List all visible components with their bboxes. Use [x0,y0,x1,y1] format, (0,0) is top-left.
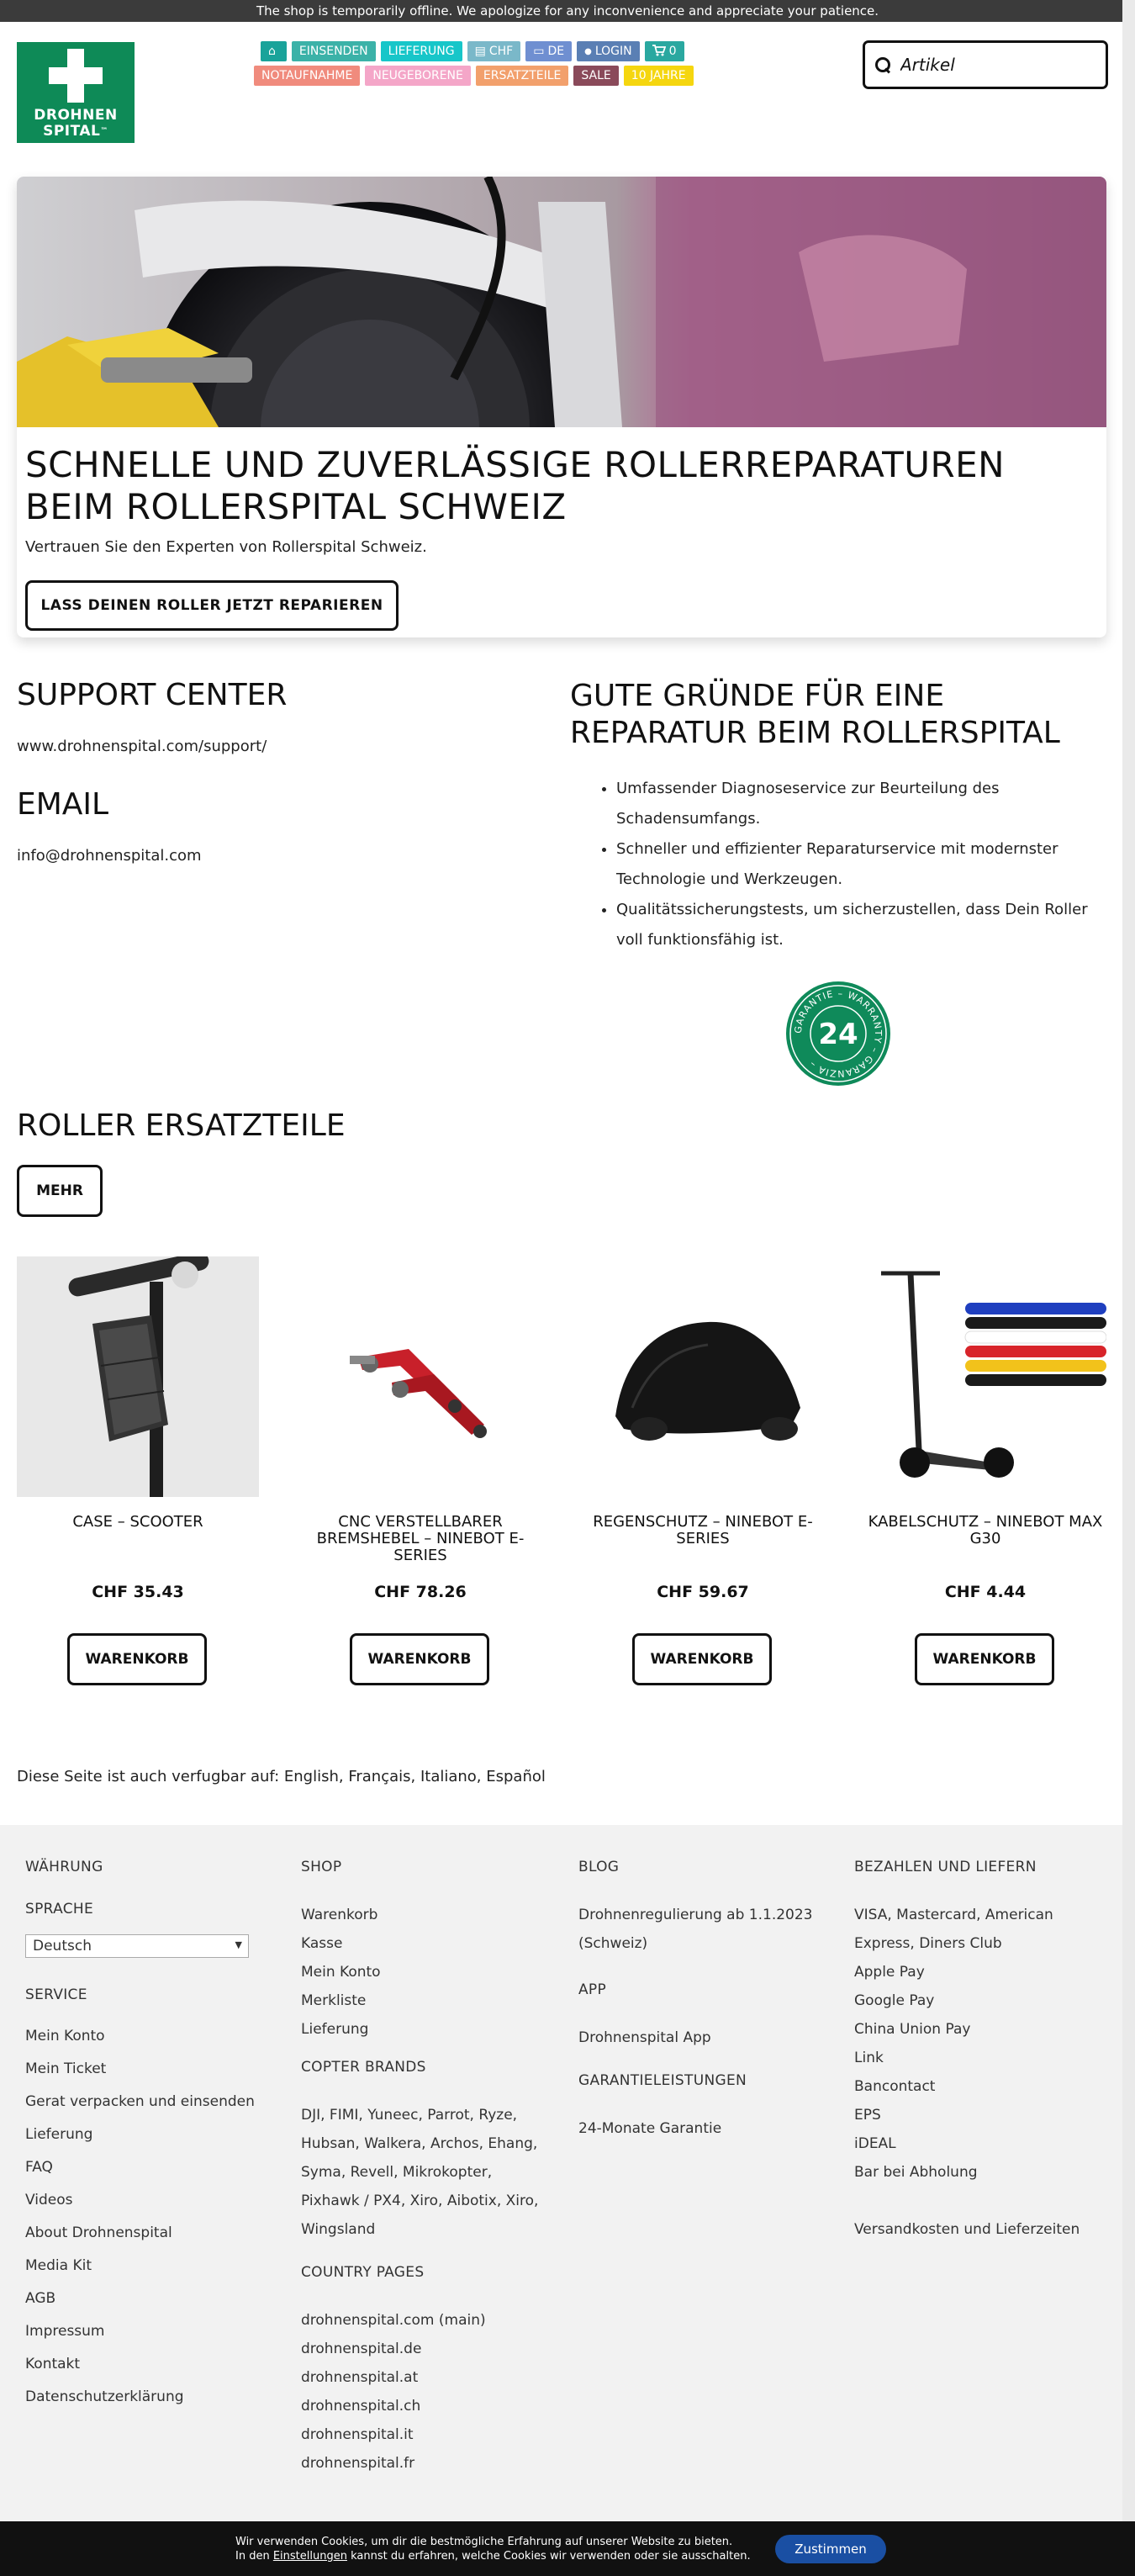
footer-link[interactable]: FAQ [25,2159,53,2176]
product-title[interactable]: REGENSCHUTZ – NINEBOT E-SERIES [593,1513,813,1547]
footer-link[interactable]: AGB [25,2290,56,2307]
footer-link[interactable]: Videos [25,2192,73,2208]
add-to-cart-button[interactable]: WARENKORB [915,1633,1054,1685]
footer-link[interactable]: Drohnenregulierung ab 1.1.2023 [578,1907,813,1923]
search-input[interactable] [900,55,1085,75]
footer-text: China Union Pay [854,2021,971,2038]
nav-einsenden-button[interactable]: EINSENDEN [292,41,376,61]
nav-neugeborene-button[interactable]: NEUGEBORENE [365,66,471,86]
footer-link[interactable]: Drohnenspital App [578,2029,711,2046]
footer-text: Syma, Revell, Mikrokopter, [301,2164,493,2181]
hero-image-scooter-repair [17,177,1106,427]
footer-text: Hubsan, Walkera, Archos, Ehang, [301,2135,538,2152]
footer-text: Apple Pay [854,1964,925,1981]
footer-link[interactable]: About Drohnenspital [25,2224,172,2241]
footer-text: Wingsland [301,2221,376,2238]
offline-notice-bar [0,0,1135,22]
repair-reasons-list [616,774,1108,955]
footer-link[interactable]: drohnenspital.de [301,2341,422,2357]
footer-link[interactable]: Gerat verpacken und einsenden [25,2093,255,2110]
footer-language-title: SPRACHE [25,1901,93,1917]
medical-cross-icon [49,49,103,103]
site-header [0,22,1135,156]
footer-link[interactable]: Impressum [25,2323,105,2340]
cart-icon [652,45,666,59]
home-icon: ⌂ [268,45,276,58]
email-title: EMAIL [17,787,109,822]
product-price: CHF 4.44 [944,1583,1027,1601]
list-item: • Qualitätssicherungstests, um sicherzustellen, dass Dein Roller voll funktionsfähig ist. [616,895,1108,955]
footer-link[interactable]: Kontakt [25,2356,81,2372]
repair-reasons-title: GUTE GRÜNDE FÜR EINE REPARATUR BEIM ROLLERSPITAL [570,679,1060,750]
scooter-parts-title: ROLLER ERSATZTEILE [17,1108,346,1143]
footer-warranty-links [578,2114,812,2143]
warranty-24-badge [785,981,891,1087]
offline-notice-text: The shop is temporarily offline. We apologize for any inconvenience and appreciate your patience. [256,3,879,19]
nav-home-button[interactable] [261,41,287,61]
footer-app-links [578,2023,812,2052]
page-scrollbar[interactable] [1122,0,1135,2576]
footer-link[interactable]: Kasse [301,1935,343,1952]
search-icon[interactable] [875,57,890,72]
nav-ersatzteile-button[interactable]: ERSATZTEILE [476,66,569,86]
available-languages-text: Diese Seite ist auch verfugbar auf: English, Français, Italiano, Español [17,1768,546,1785]
footer-brands-links [301,2101,538,2244]
main-nav-row-1 [261,41,684,61]
product-card [582,1256,824,1694]
list-item: • Schneller und effizienter Reparaturservice mit modernster Technologie und Werkzeugen. [616,834,1108,895]
footer-blog-links [578,1901,812,1958]
add-to-cart-button[interactable]: WARENKORB [632,1633,772,1685]
repair-scooter-cta-button[interactable]: LASS DEINEN ROLLER JETZT REPARIEREN [25,580,399,631]
hero-title: SCHNELLE UND ZUVERLÄSSIGE ROLLERREPARATUREN BEIM ROLLERSPITAL SCHWEIZ [25,444,1006,527]
search-box [863,40,1108,89]
cookie-settings-link[interactable]: Einstellungen [272,2550,347,2563]
cookie-banner [0,2521,1135,2576]
repair-reasons-section [570,678,1108,955]
language-select[interactable] [25,1934,249,1958]
nav-sale-button[interactable]: SALE [573,66,618,86]
footer-blog-title: BLOG [578,1859,620,1875]
logo-line-2: SPITAL™ [43,123,108,140]
footer-shop-links [301,1901,538,2044]
add-to-cart-button[interactable]: WARENKORB [350,1633,489,1685]
footer-link[interactable]: 24-Monate Garantie [578,2120,722,2137]
product-card [299,1256,541,1694]
product-image-cable-protector[interactable] [864,1256,1106,1497]
footer-column-4 [854,1859,1080,2244]
footer-country-links [301,2306,538,2478]
warranty-number: 24 [818,1018,858,1051]
footer-text: Google Pay [854,1992,935,2009]
product-title[interactable]: CASE – SCOOTER [72,1513,203,1531]
product-image-rain-cover[interactable] [582,1256,824,1497]
footer-service-links [25,2020,255,2414]
product-price: CHF 35.43 [92,1583,184,1601]
product-title[interactable]: CNC VERSTELLBARER BREMSHEBEL – NINEBOT E-SERIES [316,1513,525,1564]
footer-brands-title: COPTER BRANDS [301,2059,426,2076]
language-select-wrapper [25,1934,249,1958]
product-card [864,1256,1106,1694]
support-center-section [17,678,521,865]
footer-link[interactable]: drohnenspital.at [301,2369,419,2386]
drohnenspital-logo[interactable] [17,42,135,143]
footer-app-title: APP [578,1981,607,1998]
nav-currency-button[interactable]: ▤ CHF [467,41,521,61]
footer-link[interactable]: (Schweiz) [578,1935,648,1952]
product-image-brake-lever[interactable] [299,1256,541,1497]
nav-language-button[interactable]: ▭ DE [525,41,572,61]
footer-payment-title: BEZAHLEN UND LIEFERN [854,1859,1037,1875]
footer-column-3 [578,1859,812,2143]
product-price: CHF 59.67 [657,1583,749,1601]
product-price: CHF 78.26 [374,1583,467,1601]
add-to-cart-button[interactable]: WARENKORB [67,1633,207,1685]
footer-warranty-title: GARANTIELEISTUNGEN [578,2072,747,2089]
cookie-text: Wir verwenden Cookies, um dir die bestmögliche Erfahrung auf unserer Website zu bieten. In den Einstellungen kannst du erfahren, welche Cookies wir verwenden oder sie ausschalten. [235,2536,751,2563]
main-nav-row-2 [254,66,694,86]
more-button[interactable]: MEHR [17,1165,103,1217]
footer-text: EPS [854,2107,881,2124]
hero-subtitle: Vertrauen Sie den Experten von Rollerspital Schweiz. [25,538,427,556]
footer-link[interactable]: Media Kit [25,2257,92,2274]
footer-link[interactable]: drohnenspital.fr [301,2455,415,2472]
footer-text: iDEAL [854,2135,896,2152]
nav-notaufnahme-button[interactable]: NOTAUFNAHME [254,66,360,86]
list-item: • Umfassender Diagnoseservice zur Beurteilung des Schadensumfangs. [616,774,1108,834]
footer-column-1 [25,1859,255,2414]
footer-link[interactable]: Mein Konto [25,2028,105,2044]
language-icon: ▭ [533,45,545,58]
product-card [17,1256,259,1694]
nav-10-jahre-button[interactable]: 10 JAHRE [624,66,694,86]
nav-lieferung-button[interactable]: LIEFERUNG [381,41,462,61]
footer-link[interactable]: Merkliste [301,1992,367,2009]
footer-text: Bar bei Abholung [854,2164,978,2181]
logo-line-1: DROHNEN [34,107,118,124]
product-title[interactable]: KABELSCHUTZ – NINEBOT MAX G30 [868,1513,1103,1547]
footer-link[interactable]: Lieferung [25,2126,93,2143]
nav-login-button[interactable]: ● LOGIN [577,41,640,61]
footer-text: DJI, FIMI, Yuneec, Parrot, Ryze, [301,2107,518,2124]
footer-link[interactable]: Lieferung [301,2021,369,2038]
scooter-parts-section [17,1108,1118,1217]
footer-text: VISA, Mastercard, American [854,1907,1053,1923]
footer-link[interactable]: drohnenspital.it [301,2426,414,2443]
footer-currency-title: WÄHRUNG [25,1859,103,1875]
footer-payment-links [854,1901,1080,2244]
footer-shop-title: SHOP [301,1859,342,1875]
footer-link[interactable]: drohnenspital.ch [301,2398,421,2415]
footer-service-title: SERVICE [25,1986,87,2003]
user-icon: ● [584,46,592,56]
hero-card [17,177,1106,637]
warranty-ring-text: GARANTIE – WARRANTY – GARANZIA – [792,987,884,1080]
site-footer [0,1825,1122,2523]
footer-link[interactable]: Warenkorb [301,1907,378,1923]
nav-cart-button[interactable]: 0 [645,41,684,61]
footer-link[interactable]: Mein Konto [301,1964,381,1981]
footer-link[interactable]: Mein Ticket [25,2060,107,2077]
money-icon: ▤ [474,45,486,58]
footer-link[interactable]: drohnenspital.com (main) [301,2312,486,2329]
support-center-title: SUPPORT CENTER [17,678,288,712]
footer-text: Bancontact [854,2078,936,2095]
cookie-accept-button[interactable]: Zustimmen [775,2535,886,2563]
footer-text: Link [854,2050,884,2066]
footer-text: Express, Diners Club [854,1935,1002,1952]
footer-column-2 [301,1859,538,2478]
support-url-link[interactable]: www.drohnenspital.com/support/ [17,738,267,755]
footer-link[interactable]: Datenschutzerklärung [25,2388,184,2405]
support-email-link[interactable]: info@drohnenspital.com [17,847,202,865]
footer-text: Pixhawk / PX4, Xiro, Aibotix, Xiro, [301,2193,539,2209]
product-image-case[interactable] [17,1256,259,1497]
footer-link[interactable]: Versandkosten und Lieferzeiten [854,2221,1080,2238]
footer-country-title: COUNTRY PAGES [301,2264,425,2281]
